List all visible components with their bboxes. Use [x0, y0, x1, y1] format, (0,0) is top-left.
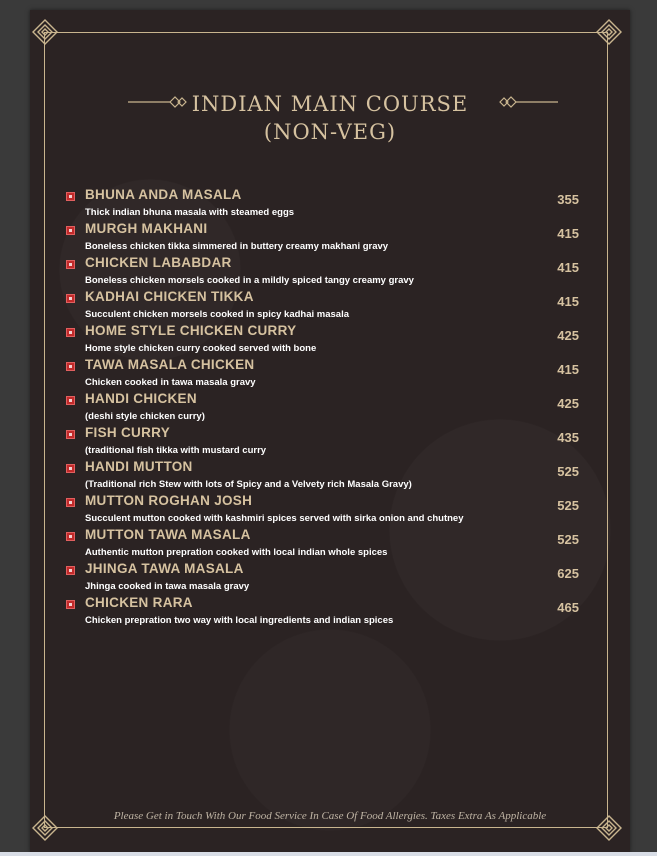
menu-item-name: MUTTON ROGHAN JOSH: [85, 493, 253, 508]
menu-page: [30, 10, 630, 852]
menu-item: [30, 596, 630, 630]
menu-item-name: HOME STYLE CHICKEN CURRY: [85, 323, 297, 338]
menu-item-name: HANDI MUTTON: [85, 459, 193, 474]
menu-item-description: Jhinga cooked in tawa masala gravy: [85, 581, 250, 592]
menu-item-description: Succulent chicken morsels cooked in spicy kadhai masala: [85, 309, 350, 320]
menu-item-description: (deshi style chicken curry): [85, 411, 205, 422]
menu-item-price: 415: [557, 294, 579, 309]
menu-item-price: 415: [557, 226, 579, 241]
red-square-bullet-icon: [66, 498, 75, 507]
menu-item-description: Boneless chicken tikka simmered in buttery creamy makhani gravy: [85, 241, 389, 252]
menu-item: [30, 324, 630, 358]
red-square-bullet-icon: [66, 600, 75, 609]
menu-item: [30, 528, 630, 562]
menu-item: [30, 392, 630, 426]
menu-item-description: (Traditional rich Stew with lots of Spicy and a Velvety rich Masala Gravy): [85, 479, 412, 490]
menu-item-description: Chicken prepration two way with local ingredients and indian spices: [85, 615, 394, 626]
menu-item-description: Chicken cooked in tawa masala gravy: [85, 377, 256, 388]
menu-item: [30, 562, 630, 596]
menu-item-list: [30, 10, 630, 852]
menu-item-name: CHICKEN RARA: [85, 595, 193, 610]
menu-item: [30, 494, 630, 528]
red-square-bullet-icon: [66, 226, 75, 235]
menu-item-price: 355: [557, 192, 579, 207]
menu-item: [30, 222, 630, 256]
menu-item-name: JHINGA TAWA MASALA: [85, 561, 244, 576]
menu-item: [30, 290, 630, 324]
menu-item-description: Boneless chicken morsels cooked in a mildly spiced tangy creamy gravy: [85, 275, 414, 286]
red-square-bullet-icon: [66, 328, 75, 337]
allergy-footer-note: Please Get in Touch With Our Food Service In Case Of Food Allergies. Taxes Extra As Applicable: [113, 810, 547, 822]
menu-item-price: 525: [557, 464, 579, 479]
menu-item: [30, 358, 630, 392]
red-square-bullet-icon: [66, 396, 75, 405]
menu-item-description: Home style chicken curry cooked served with bone: [85, 343, 317, 354]
menu-title-line1: INDIAN MAIN COURSE: [191, 92, 469, 116]
menu-item-name: CHICKEN LABABDAR: [85, 255, 232, 270]
menu-item-name: BHUNA ANDA MASALA: [85, 187, 242, 202]
red-square-bullet-icon: [66, 362, 75, 371]
menu-item-price: 435: [557, 430, 579, 445]
menu-item-price: 525: [557, 498, 579, 513]
red-square-bullet-icon: [66, 260, 75, 269]
menu-item: [30, 460, 630, 494]
window-bottom-edge: [0, 852, 657, 856]
menu-item: [30, 188, 630, 222]
red-square-bullet-icon: [66, 430, 75, 439]
menu-item-name: MURGH MAKHANI: [85, 221, 208, 236]
red-square-bullet-icon: [66, 464, 75, 473]
menu-item-price: 425: [557, 396, 579, 411]
red-square-bullet-icon: [66, 566, 75, 575]
menu-item-price: 415: [557, 260, 579, 275]
menu-item-price: 525: [557, 532, 579, 547]
red-square-bullet-icon: [66, 192, 75, 201]
menu-item-description: (traditional fish tikka with mustard curry: [85, 445, 267, 456]
menu-item-description: Thick indian bhuna masala with steamed eggs: [85, 207, 295, 218]
menu-item-price: 465: [557, 600, 579, 615]
menu-item-price: 425: [557, 328, 579, 343]
menu-item-name: FISH CURRY: [85, 425, 171, 440]
red-square-bullet-icon: [66, 294, 75, 303]
menu-item-name: MUTTON TAWA MASALA: [85, 527, 251, 542]
red-square-bullet-icon: [66, 532, 75, 541]
menu-item-price: 415: [557, 362, 579, 377]
menu-item: [30, 426, 630, 460]
menu-item-price: 625: [557, 566, 579, 581]
menu-item-name: HANDI CHICKEN: [85, 391, 197, 406]
menu-item-name: KADHAI CHICKEN TIKKA: [85, 289, 254, 304]
menu-item-description: Authentic mutton prepration cooked with local indian whole spices: [85, 547, 388, 558]
menu-item-description: Succulent mutton cooked with kashmiri spices served with sirka onion and chutney: [85, 513, 464, 524]
menu-title-line2: (NON-VEG): [263, 120, 397, 144]
menu-item-name: TAWA MASALA CHICKEN: [85, 357, 255, 372]
menu-item: [30, 256, 630, 290]
